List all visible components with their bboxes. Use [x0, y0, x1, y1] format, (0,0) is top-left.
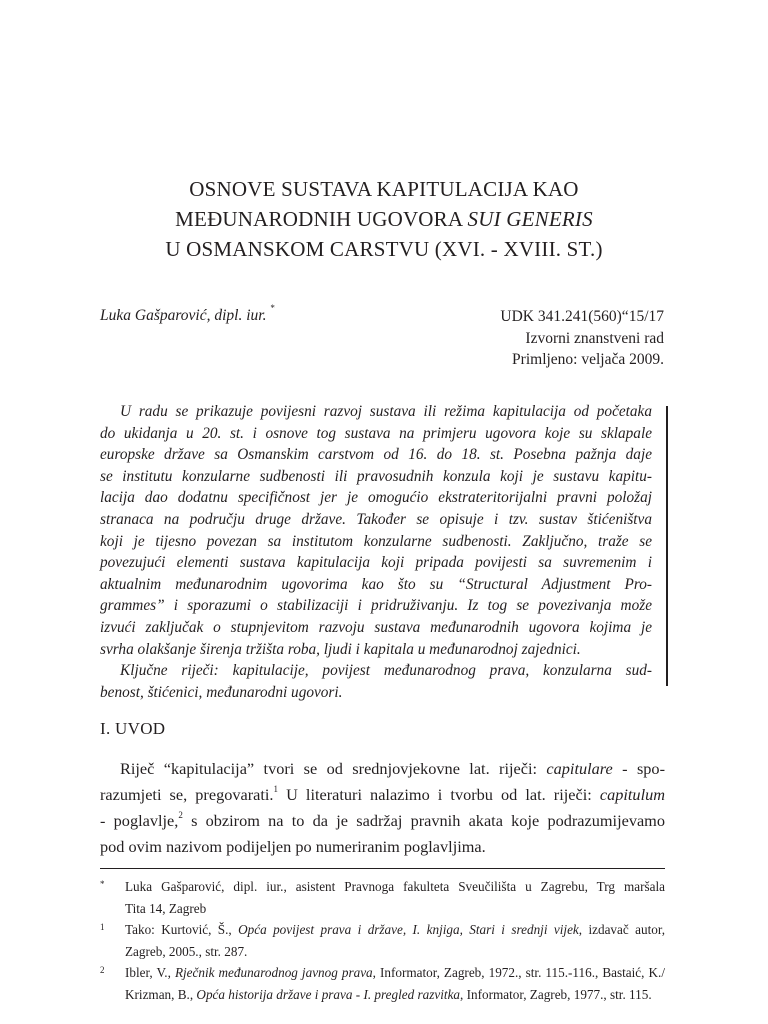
body-latin-term: capitulare	[546, 759, 613, 778]
footnote-line	[125, 919, 665, 941]
footnote-book-title: Rječnik međunarodnog javnog prava	[174, 965, 373, 980]
author-name: Luka Gašparović, dipl. iur.	[100, 307, 267, 325]
abstract-line: povezujući elementi sustava kapitulacija koji pripada povijesti sa suvremenim i	[100, 554, 652, 572]
footnote-mark: 1	[100, 922, 105, 932]
keywords-line: Ključne riječi: kapitulacije, povijest međunarodnog prava, konzularna sud-	[120, 662, 652, 680]
title-sui-generis: SUI GENERIS	[467, 207, 593, 231]
received-date: Primljeno: veljača 2009.	[512, 351, 664, 368]
footnote-ref: 1	[273, 783, 278, 794]
abstract-line: do ukidanja u 20. st. i osnove tog sustava na primjeru ugovora koje su sklapale	[100, 424, 652, 442]
footnote-text: , Informator, Zagreb, 1977., str. 115.	[460, 986, 652, 1002]
title-line-1: OSNOVE SUSTAVA KAPITULACIJA KAO	[189, 177, 579, 201]
footnote-line: Luka Gašparović, dipl. iur., asistent Pravnoga fakulteta Sveučilišta u Zagrebu, Trg maršala	[125, 879, 665, 894]
title-line-2-text: MEĐUNARODNIH UGOVORA	[175, 207, 468, 231]
body-text: - spo-	[612, 759, 665, 778]
udk-code: UDK 341.241(560)“15/17	[500, 308, 664, 325]
footnote-ref: 2	[178, 809, 183, 820]
abstract-line: stranaca na području druge države. Također se opisuje i tzv. sustav štićeništva	[100, 510, 652, 528]
abstract-line: aktualnim međunarodnim ugovorima kao što su “Structural Adjustment Pro-	[100, 575, 652, 593]
article-type: Izvorni znanstveni rad	[525, 329, 664, 347]
abstract-line: lacija dao dodatnu specifičnost jer je omogućio ekstrateritorijalni pravni položaj	[100, 489, 652, 507]
footnote-line: Tita 14, Zagreb	[125, 900, 207, 916]
abstract-line: svrha olakšanje širenja tržišta roba, ljudi i kapitala u međunarodnoj zajednici.	[100, 640, 581, 658]
abstract-line: grammes” i sporazumi o stabilizaciji i pridruživanju. Iz tog se povezivanja može	[100, 597, 652, 615]
section-heading: I. UVOD	[100, 719, 166, 738]
title-line-3: U OSMANSKOM CARSTVU (XVI. - XVIII. ST.)	[165, 237, 603, 261]
footnote-separator	[100, 868, 665, 869]
footnote-text: , izdavač autor,	[578, 922, 665, 937]
footnote-text: Ibler, V.,	[125, 965, 175, 980]
footnote-text: Krizman, B.,	[125, 986, 197, 1002]
footnote-book-title: Opća povijest prava i države, I. knjiga, Stari i srednji vijek	[238, 922, 579, 937]
footnote-line	[125, 984, 665, 1006]
title-line-2	[100, 204, 668, 234]
keywords-line: benost, štićenici, međunarodni ugovori.	[100, 683, 343, 701]
body-text: s obzirom na to da je sadržaj pravnih akata koje podrazumijevamo	[182, 811, 665, 830]
footnote-text: Tako: Kurtović, Š.,	[125, 922, 239, 937]
body-line	[100, 756, 665, 782]
article-meta	[500, 306, 664, 371]
footnote-author	[100, 876, 665, 919]
body-text: - poglavlje,	[100, 811, 179, 830]
footnote-text: , Informator, Zagreb, 1972., str. 115.-116., Bastaić, K./	[372, 965, 665, 980]
paper-title	[100, 174, 668, 264]
abstract-line: se institutu konzularne sudbenosti ili pravosudnih konzula koji je sustavu kapitu-	[100, 467, 652, 485]
footnote-mark: 2	[100, 965, 105, 975]
body-paragraph	[100, 756, 665, 860]
author-footnote-mark: *	[270, 303, 275, 313]
footnote-line: Zagreb, 2005., str. 287.	[125, 943, 248, 959]
author	[100, 303, 275, 325]
abstract-line: europske države sa Osmanskim carstvom od 16. do 18. st. Posebna pažnja daje	[100, 446, 652, 464]
abstract-margin-bar	[666, 406, 668, 686]
body-line	[100, 808, 665, 834]
footnote-2	[100, 962, 665, 1005]
body-line	[100, 782, 665, 808]
abstract-line: koji je tijesno povezan sa institutom konzularne sudbenosti. Zaključno, traže se	[100, 532, 652, 550]
footnote-book-title: Opća historija države i prava - I. pregled razvitka	[196, 986, 461, 1002]
body-text: Riječ “kapitulacija” tvori se od srednjovjekovne lat. riječi:	[120, 759, 547, 778]
abstract	[100, 401, 652, 703]
abstract-line: izvući zaključak o stupnjevitom razvoju sustava međunarodnih ugovora kojima je	[100, 618, 652, 636]
body-text: U literaturi nalazimo i tvorbu od lat. riječi:	[277, 785, 600, 804]
abstract-line: U radu se prikazuje povijesni razvoj sustava ili režima kapitulacija od početaka	[120, 403, 652, 420]
footnote-mark: *	[100, 879, 105, 889]
body-line: pod ovim nazivom podijeljen po numeriranim poglavljima.	[100, 837, 486, 856]
footnote-1	[100, 919, 665, 962]
body-text: razumjeti se, pregovarati.	[100, 785, 274, 804]
footnote-line	[125, 962, 665, 984]
body-latin-term: capitulum	[599, 785, 665, 804]
